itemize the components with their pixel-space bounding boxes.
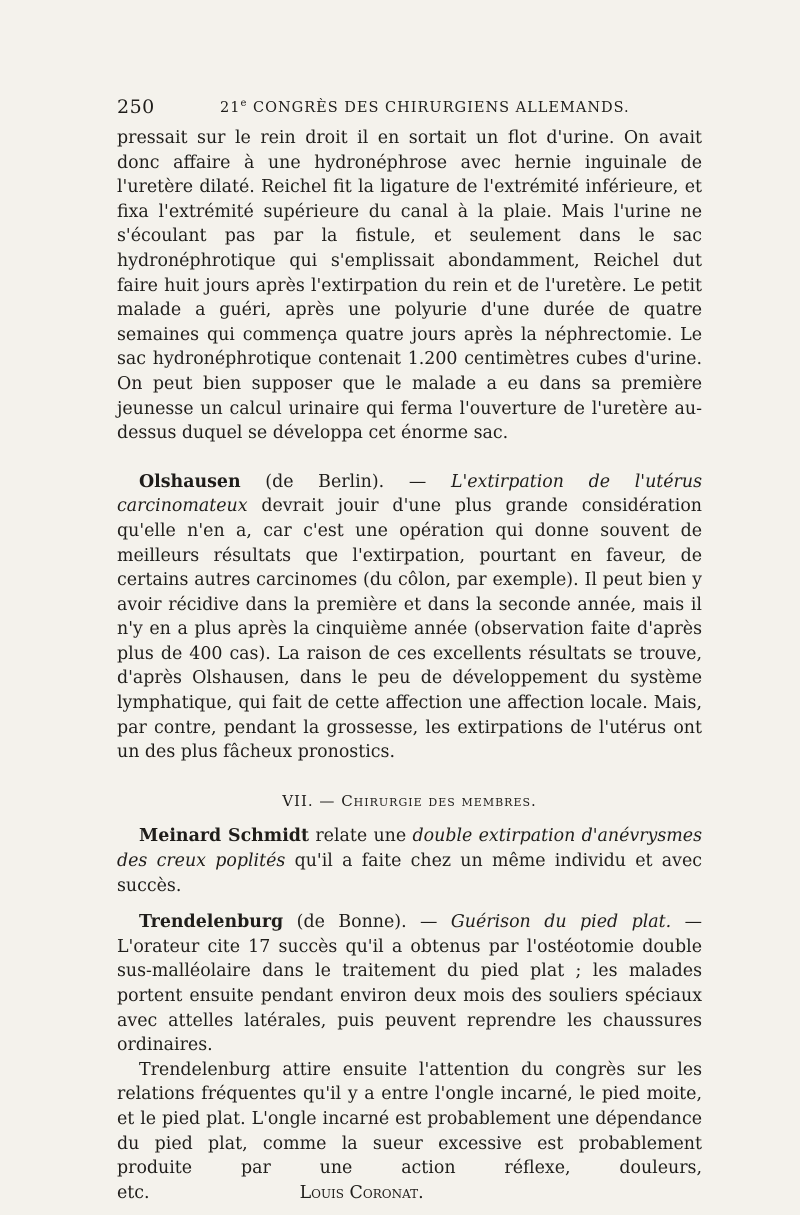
speaker-trendelenburg: Trendelenburg xyxy=(139,912,284,933)
speaker-trendelenburg-affiliation: (de Bonne). — xyxy=(283,912,451,933)
speaker-olshausen: Olshausen xyxy=(139,471,241,492)
page-body xyxy=(117,126,702,1205)
paragraph-schmidt-text: qu'il a faite chez un même individu et avec succès. xyxy=(117,851,703,896)
running-title xyxy=(220,98,630,116)
page-number: 250 xyxy=(117,96,155,118)
paragraph-schmidt xyxy=(117,824,702,898)
paragraph-trendelenburg-text: — L'orateur cite 17 succès qu'il a obtenus par l'ostéotomie double sus-malléolaire dans le traitement du pied plat ; les malades portent ensuite pendant environ deux mois des souliers spéciaux avec attelles latérales, puis peuvent reprendre les chaussures ordinaires. xyxy=(117,912,703,1056)
paragraph-olshausen-text: devrait jouir d'une plus grande considération qu'elle n'en a, car c'est une opération qui donne souvent de meilleurs résultats que l'extirpation, pourtant en faveur, de certains autres carcinomes (du côlon, par exemple). Il peut bien y avoir récidive dans la première et dans la seconde année, mais il n'y en a plus après la cinquième année (observation faite d'après plus de 400 cas). La raison de ces excellents résultats se trouve, d'après Olshausen, dans le peu de développement du système lymphatique, qui fait de cette affection une affection locale. Mais, par contre, pendant la grossesse, les extirpations de l'utérus ont un des plus fâcheux pronostics. xyxy=(117,496,702,763)
paragraph-schmidt-pre: relate une xyxy=(309,826,413,847)
congress-number: 21 xyxy=(220,99,241,116)
congress-number-suffix: e xyxy=(240,98,248,109)
section-label: Chirurgie des membres. xyxy=(341,791,537,810)
talk-title-trendelenburg: Guérison du pied plat. xyxy=(450,912,672,933)
paragraph-trendelenburg-2-text: Trendelenburg attire ensuite l'attention du congrès sur les relations fréquentes qu'il y a entre l'ongle incarné, le pied moite, et le pied plat. L'ongle incarné est probablement une dépendance du pied plat, comme la sueur excessive est probablement produite par une action réflexe, douleurs, etc. xyxy=(117,1059,702,1203)
author-signature: Louis Coronat. xyxy=(299,1182,424,1203)
running-header xyxy=(117,96,707,122)
paragraph-trendelenburg xyxy=(117,910,702,1058)
speaker-schmidt: Meinard Schmidt xyxy=(139,826,310,847)
congress-title: CONGRÈS DES CHIRURGIENS ALLEMANDS. xyxy=(252,99,630,116)
section-number: VII. — xyxy=(282,791,342,810)
paragraph-trendelenburg-2 xyxy=(117,1058,702,1206)
section-heading xyxy=(117,789,702,814)
talk-title-schmidt: double extirpation d'anévrysmes des creux poplités xyxy=(117,826,703,872)
talk-title-olshausen: L'extirpation de l'utérus carcinomateux xyxy=(117,471,702,517)
paragraph-olshausen xyxy=(117,470,702,765)
speaker-olshausen-affiliation: (de Berlin). — xyxy=(240,471,451,492)
paragraph-reichel-continued: pressait sur le rein droit il en sortait un flot d'urine. On avait donc affaire à une hydronéphrose avec hernie inguinale de l'uretère dilaté. Reichel fit la ligature de l'extrémité inférieure, et fixa l'extrémité supérieure du canal à la plaie. Mais l'urine ne s'écoulant pas par la fistule, et seulement dans le sac hydronéphrotique qui s'emplissait abondamment, Reichel dut faire huit jours après l'extirpation du rein et de l'uretère. Le petit malade a guéri, après une polyurie d'une durée de quatre semaines qui commença quatre jours après la néphrectomie. Le sac hydronéphrotique contenait 1.200 centimètres cubes d'urine. On peut bien supposer que le malade a eu dans sa première jeunesse un calcul urinaire qui ferma l'ouverture de l'uretère au-dessus duquel se développa cet énorme sac. xyxy=(117,128,702,444)
